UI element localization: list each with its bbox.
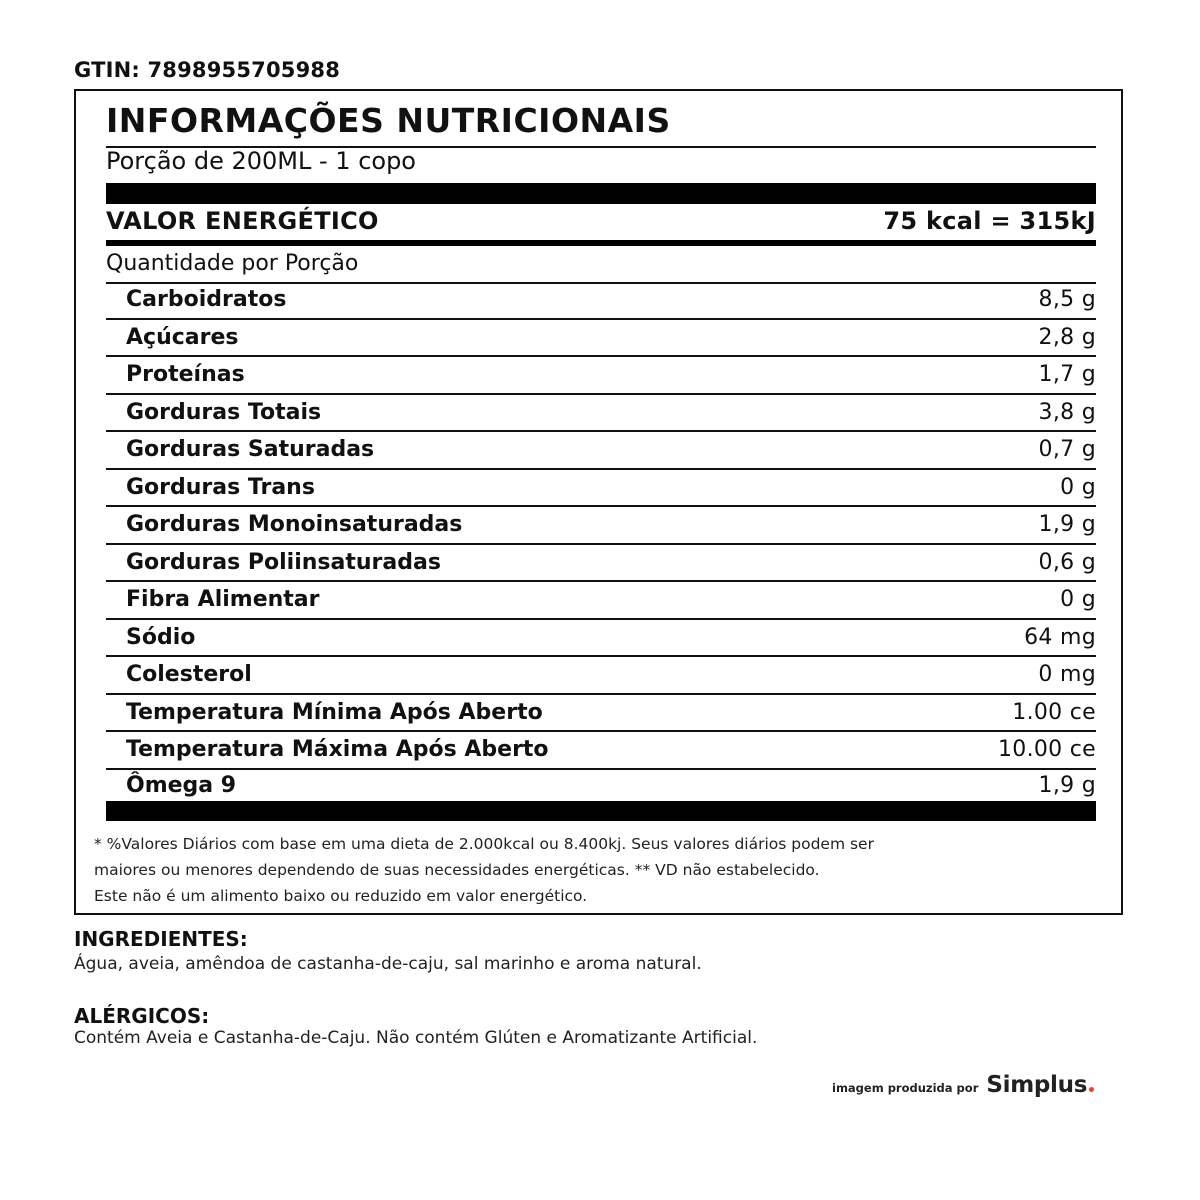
nutrient-name: Gorduras Totais: [126, 399, 322, 425]
nutrient-row: [106, 282, 1096, 320]
nutrient-row: [106, 545, 1096, 583]
footnote: [94, 831, 1114, 909]
nutrient-name: Temperatura Máxima Após Aberto: [126, 737, 549, 763]
nutrient-value: 64 mg: [1024, 624, 1096, 650]
nutrient-name: Açúcares: [126, 324, 239, 350]
nutrient-row: [106, 657, 1096, 695]
nutrient-name: Carboidratos: [126, 287, 287, 313]
nutrition-title: INFORMAÇÕES NUTRICIONAIS: [106, 101, 671, 140]
footnote-line: Este não é um alimento baixo ou reduzido em valor energético.: [94, 887, 588, 905]
nutrient-value: 0,6 g: [1038, 549, 1096, 575]
nutrient-value: 0 mg: [1038, 662, 1096, 688]
nutrient-row: [106, 770, 1096, 802]
credit-prefix: imagem produzida por: [832, 1081, 979, 1095]
nutrient-name: Fibra Alimentar: [126, 587, 320, 613]
energy-divider: [106, 240, 1096, 246]
gtin-code: GTIN: 7898955705988: [74, 58, 341, 82]
thick-divider-top: [106, 183, 1096, 204]
allergens-title: ALÉRGICOS:: [74, 1004, 210, 1028]
nutrient-name: Gorduras Trans: [126, 474, 315, 500]
nutrient-list: [106, 282, 1096, 802]
nutrient-value: 2,8 g: [1038, 324, 1096, 350]
nutrient-name: Gorduras Monoinsaturadas: [126, 512, 463, 538]
nutrient-value: 0 g: [1060, 587, 1096, 613]
nutrient-name: Proteínas: [126, 362, 245, 388]
allergens-text: Contém Aveia e Castanha-de-Caju. Não contém Glúten e Aromatizante Artificial.: [74, 1028, 758, 1048]
nutrient-row: [106, 695, 1096, 733]
brand-name: Simplus: [986, 1072, 1088, 1098]
nutrition-facts-panel: [74, 89, 1123, 915]
nutrient-value: 0 g: [1060, 474, 1096, 500]
nutrient-value: 1.00 ce: [1012, 699, 1096, 725]
nutrient-row: [106, 320, 1096, 358]
nutrient-value: 0,7 g: [1038, 437, 1096, 463]
nutrient-value: 1,9 g: [1038, 512, 1096, 538]
nutrient-row: [106, 582, 1096, 620]
nutrient-row: [106, 470, 1096, 508]
portion-size: Porção de 200ML - 1 copo: [106, 147, 416, 175]
brand-logo: [986, 1072, 1094, 1098]
nutrient-row: [106, 732, 1096, 770]
energy-label: VALOR ENERGÉTICO: [106, 207, 379, 235]
footnote-line: maiores ou menores dependendo de suas necessidades energéticas. ** VD não estabelecido.: [94, 861, 820, 879]
nutrient-value: 1,9 g: [1038, 773, 1096, 798]
nutrient-value: 10.00 ce: [997, 737, 1096, 763]
image-credit: [832, 1072, 1094, 1098]
nutrient-name: Sódio: [126, 624, 196, 650]
footnote-line: * %Valores Diários com base em uma dieta de 2.000kcal ou 8.400kj. Seus valores diários podem ser: [94, 835, 874, 853]
ingredients-text: Água, aveia, amêndoa de castanha-de-caju, sal marinho e aroma natural.: [74, 954, 702, 974]
nutrient-value: 3,8 g: [1038, 399, 1096, 425]
nutrient-row: [106, 507, 1096, 545]
nutrient-value: 1,7 g: [1038, 362, 1096, 388]
quantity-header: Quantidade por Porção: [106, 251, 359, 276]
nutrient-name: Gorduras Saturadas: [126, 437, 375, 463]
nutrient-name: Temperatura Mínima Após Aberto: [126, 699, 543, 725]
nutrient-name: Ômega 9: [126, 773, 237, 798]
nutrient-row: [106, 432, 1096, 470]
nutrient-name: Colesterol: [126, 662, 252, 688]
nutrient-row: [106, 395, 1096, 433]
nutrient-row: [106, 357, 1096, 395]
energy-row: [106, 204, 1096, 238]
nutrient-name: Gorduras Poliinsaturadas: [126, 549, 441, 575]
thick-divider-bottom: [106, 801, 1096, 821]
energy-value: 75 kcal = 315kJ: [883, 207, 1096, 235]
ingredients-title: INGREDIENTES:: [74, 927, 248, 951]
nutrient-row: [106, 620, 1096, 658]
brand-dot-icon: [1089, 1087, 1094, 1092]
nutrient-value: 8,5 g: [1038, 287, 1096, 313]
